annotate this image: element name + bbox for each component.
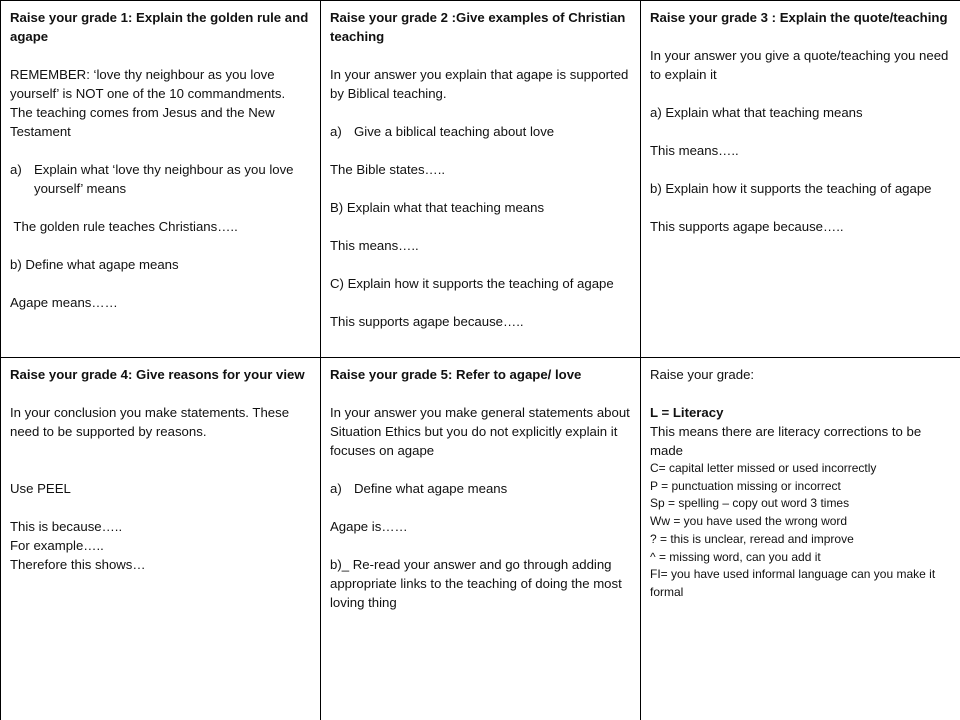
grade-4-intro: In your conclusion you make statements. These need to be supported by reasons. (10, 405, 290, 439)
grade-1-title: Raise your grade 1: Explain the golden rule and agape (10, 10, 309, 44)
grade-2-item-a-marker: a) (330, 124, 342, 139)
grade-2-cell (320, 0, 640, 357)
literacy-cell (640, 357, 960, 720)
grade-5-item-a-text: Define what agape means (354, 481, 508, 496)
grade-1-item-a (10, 160, 310, 198)
grade-5-cell (320, 357, 640, 720)
grade-3-item-a: a) Explain what that teaching means (650, 105, 863, 120)
grade-3-supports: This supports agape because….. (650, 219, 844, 234)
literacy-heading: L = Literacy (650, 405, 724, 420)
grade-2-this-means: This means….. (330, 238, 419, 253)
grade-2-item-a (330, 122, 630, 141)
grade-1-item-a-text: Explain what ‘love thy neighbour as you love yourself’ means (34, 162, 294, 196)
grade-4-use-peel: Use PEEL (10, 481, 71, 496)
grade-5-item-a-marker: a) (330, 481, 342, 496)
grade-1-agape-means: Agape means…… (10, 295, 118, 310)
grade-3-this-means: This means….. (650, 143, 739, 158)
grade-1-item-b: b) Define what agape means (10, 257, 179, 272)
grade-2-item-b: B) Explain what that teaching means (330, 200, 545, 215)
grade-5-intro: In your answer you make general statements about Situation Ethics but you do not explicitly explain it focuses on agape (330, 405, 630, 458)
literacy-code-punctuation: P = punctuation missing or incorrect (650, 478, 841, 493)
grade-2-item-a-text: Give a biblical teaching about love (354, 124, 555, 139)
literacy-code-spelling: Sp = spelling – copy out word 3 times (650, 496, 850, 511)
literacy-code-missing-word: ^ = missing word, can you add it (650, 549, 821, 564)
literacy-title: Raise your grade: (650, 367, 755, 382)
literacy-code-informal: FI= you have used informal language can you make it formal (650, 567, 936, 599)
grade-3-item-b: b) Explain how it supports the teaching of agape (650, 181, 932, 196)
grade-1-cell (0, 0, 320, 357)
grade-5-agape-is: Agape is…… (330, 519, 408, 534)
literacy-intro: This means there are literacy corrections to be made (650, 424, 922, 458)
grade-3-title: Raise your grade 3 : Explain the quote/teaching (650, 10, 948, 25)
grade-5-title: Raise your grade 5: Refer to agape/ love (330, 367, 582, 382)
grade-3-cell (640, 0, 960, 357)
literacy-code-wrong-word: Ww = you have used the wrong word (650, 514, 848, 529)
grade-4-title: Raise your grade 4: Give reasons for your view (10, 367, 305, 382)
grade-1-golden-rule: The golden rule teaches Christians….. (10, 219, 238, 234)
literacy-code-capital: C= capital letter missed or used incorrectly (650, 461, 877, 475)
grade-1-remember: REMEMBER: ‘love thy neighbour as you love yourself’ is NOT one of the 10 commandments. The teaching comes from Jesus and the New Testament (10, 67, 286, 139)
grade-2-bible-states: The Bible states….. (330, 162, 446, 177)
grade-2-item-c: C) Explain how it supports the teaching of agape (330, 276, 614, 291)
literacy-code-unclear: ? = this is unclear, reread and improve (650, 531, 854, 546)
grade-3-intro: In your answer you give a quote/teaching you need to explain it (650, 48, 949, 82)
grade-2-title: Raise your grade 2 :Give examples of Christian teaching (330, 10, 626, 44)
grade-4-example: For example….. (10, 538, 104, 553)
grade-4-because: This is because….. (10, 519, 123, 534)
grade-2-intro: In your answer you explain that agape is supported by Biblical teaching. (330, 67, 629, 101)
grade-5-item-a (330, 479, 630, 498)
grade-5-item-b: b)_ Re-read your answer and go through adding appropriate links to the teaching of doing the most loving thing (330, 557, 622, 610)
grade-2-supports: This supports agape because….. (330, 314, 524, 329)
grade-4-cell (0, 357, 320, 720)
grade-4-therefore: Therefore this shows… (10, 557, 146, 572)
grade-1-item-a-marker: a) (10, 162, 22, 177)
